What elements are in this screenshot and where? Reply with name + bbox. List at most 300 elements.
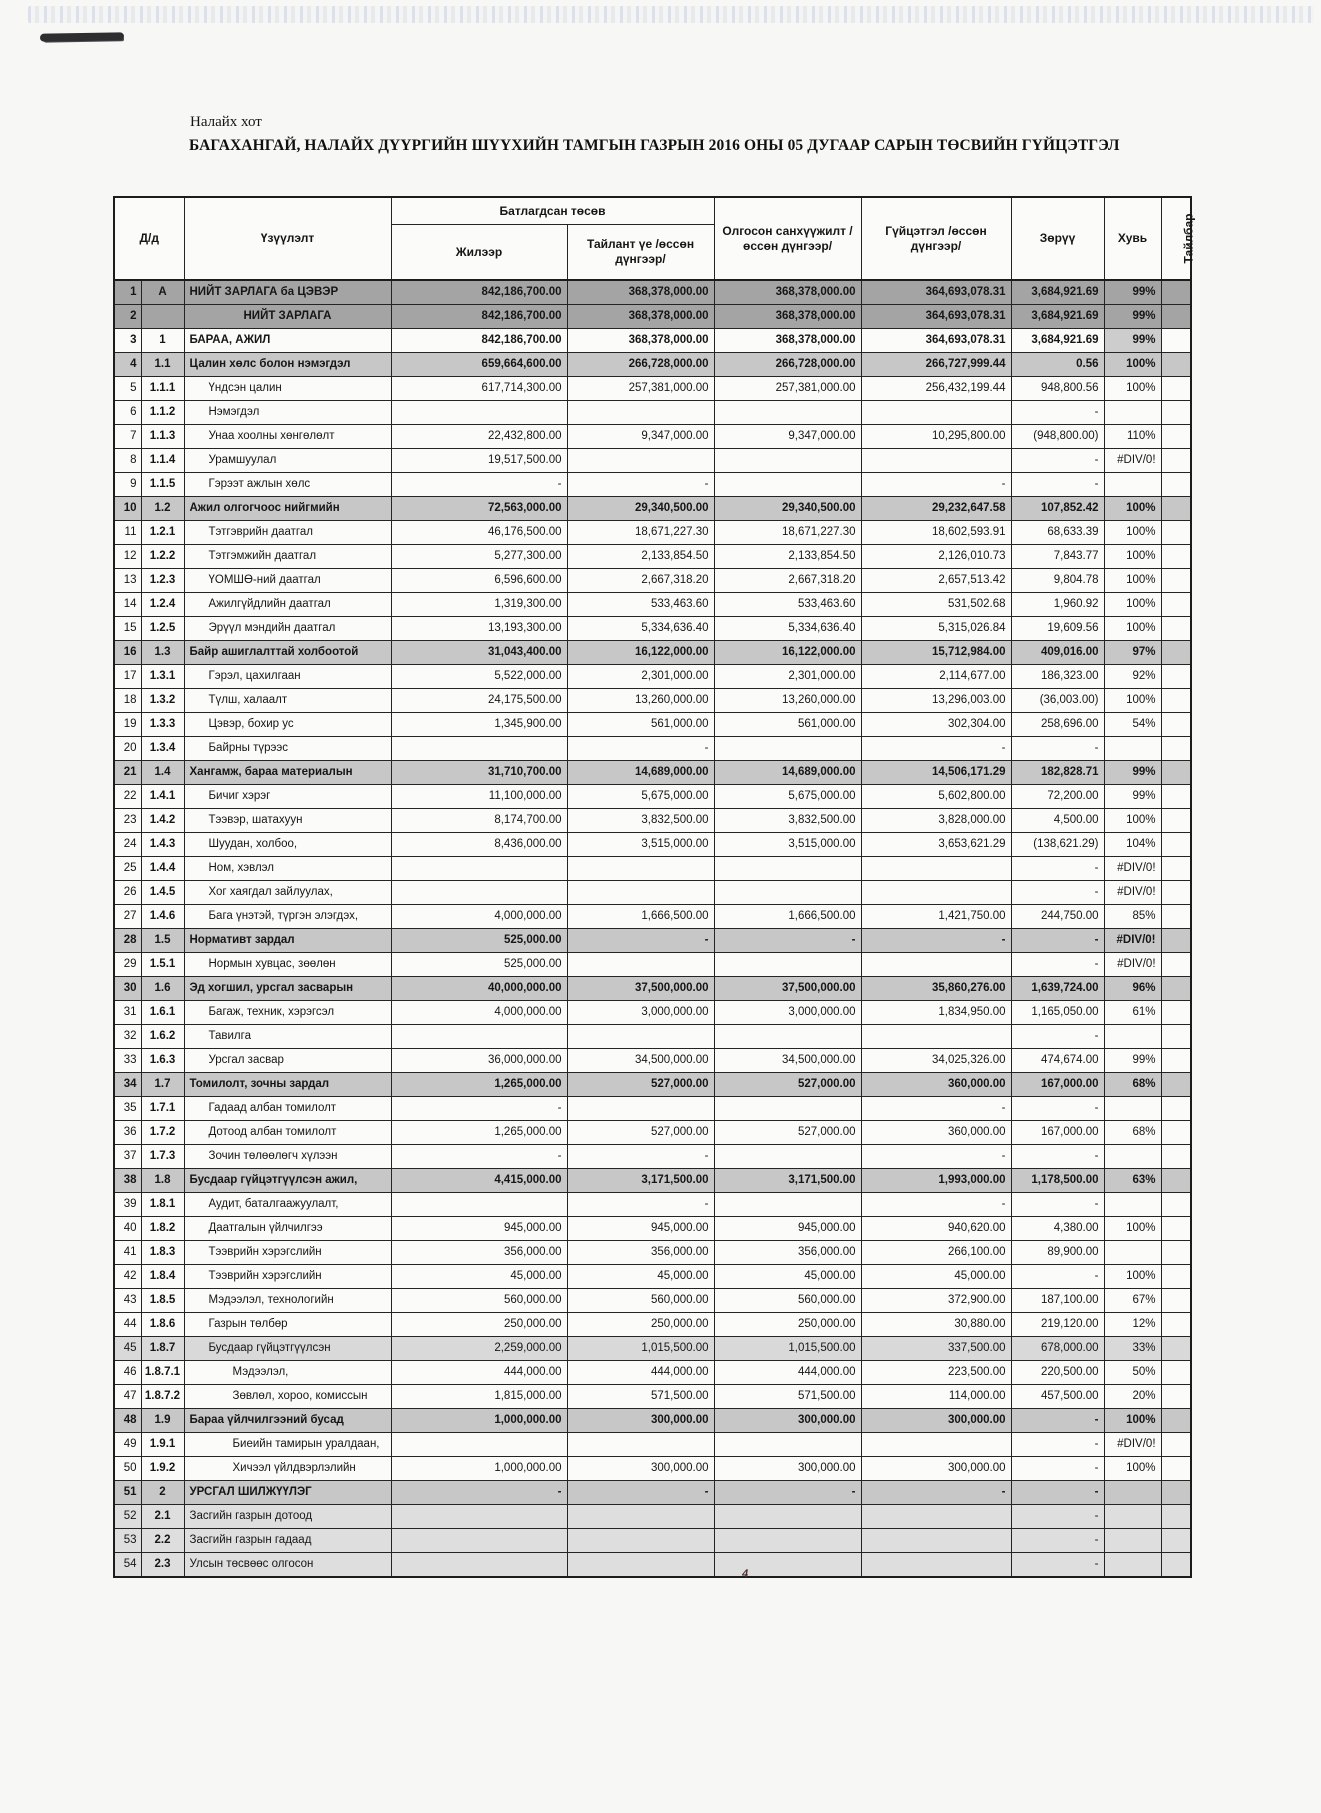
cell-row-number: 29 [114, 953, 141, 977]
cell-reporting-period [567, 1553, 714, 1578]
cell-code: 1.5 [141, 929, 184, 953]
cell-indicator: Гэрэл, цахилгаан [184, 665, 391, 689]
cell-percent: 100% [1104, 809, 1161, 833]
cell-code: 1 [141, 329, 184, 353]
cell-note [1161, 665, 1191, 689]
table-row [114, 425, 1191, 449]
cell-yearly: 5,277,300.00 [391, 545, 567, 569]
cell-indicator: Зочин төлөөлөгч хүлээн [184, 1145, 391, 1169]
cell-note [1161, 1289, 1191, 1313]
table-header [114, 197, 1195, 280]
cell-code: 1.9.2 [141, 1457, 184, 1481]
cell-execution: - [861, 473, 1011, 497]
cell-indicator: Биеийн тамирын уралдаан, [184, 1433, 391, 1457]
cell-percent [1104, 1505, 1161, 1529]
cell-code: 1.6.1 [141, 1001, 184, 1025]
table-row [114, 1001, 1191, 1025]
table-row [114, 737, 1191, 761]
cell-percent [1104, 1529, 1161, 1553]
cell-row-number: 20 [114, 737, 141, 761]
cell-financing: 14,689,000.00 [714, 761, 861, 785]
cell-yearly: 24,175,500.00 [391, 689, 567, 713]
cell-execution [861, 401, 1011, 425]
cell-row-number: 42 [114, 1265, 141, 1289]
cell-code: 1.5.1 [141, 953, 184, 977]
cell-code: 1.8 [141, 1169, 184, 1193]
cell-indicator: Тэтгэврийн даатгал [184, 521, 391, 545]
cell-yearly: 659,664,600.00 [391, 353, 567, 377]
cell-code: 1.4.2 [141, 809, 184, 833]
cell-note [1161, 497, 1191, 521]
cell-difference: - [1011, 401, 1104, 425]
cell-code: 2.2 [141, 1529, 184, 1553]
cell-yearly: - [391, 1145, 567, 1169]
cell-percent: 99% [1104, 785, 1161, 809]
cell-code: 1.8.6 [141, 1313, 184, 1337]
header-percent: Хувь [1104, 197, 1161, 280]
cell-financing: 18,671,227.30 [714, 521, 861, 545]
cell-execution: 3,653,621.29 [861, 833, 1011, 857]
cell-note [1161, 1337, 1191, 1361]
cell-code: 1.7.3 [141, 1145, 184, 1169]
cell-indicator: Бусдаар гүйцэтгүүлсэн [184, 1337, 391, 1361]
table-row [114, 953, 1191, 977]
scan-artifact-strip [28, 6, 1314, 23]
cell-note [1161, 1553, 1191, 1578]
cell-note [1161, 929, 1191, 953]
cell-difference: 3,684,921.69 [1011, 305, 1104, 329]
cell-execution [861, 881, 1011, 905]
cell-difference: 678,000.00 [1011, 1337, 1104, 1361]
table-row [114, 1409, 1191, 1433]
cell-row-number: 34 [114, 1073, 141, 1097]
cell-note [1161, 1049, 1191, 1073]
cell-yearly: 4,000,000.00 [391, 905, 567, 929]
cell-percent: 104% [1104, 833, 1161, 857]
cell-note [1161, 305, 1191, 329]
cell-note [1161, 809, 1191, 833]
cell-row-number: 19 [114, 713, 141, 737]
cell-difference: 19,609.56 [1011, 617, 1104, 641]
table-row [114, 1193, 1191, 1217]
cell-financing: 561,000.00 [714, 713, 861, 737]
table-row [114, 1241, 1191, 1265]
table-row [114, 881, 1191, 905]
cell-code: 1.2 [141, 497, 184, 521]
cell-financing [714, 1433, 861, 1457]
cell-note [1161, 1217, 1191, 1241]
cell-yearly [391, 1553, 567, 1578]
cell-indicator: Хангамж, бараа материалын [184, 761, 391, 785]
cell-difference: 244,750.00 [1011, 905, 1104, 929]
cell-percent: 100% [1104, 1457, 1161, 1481]
cell-percent: #DIV/0! [1104, 857, 1161, 881]
cell-note [1161, 593, 1191, 617]
cell-indicator: Засгийн газрын дотоод [184, 1505, 391, 1529]
cell-yearly: - [391, 1097, 567, 1121]
cell-execution: 35,860,276.00 [861, 977, 1011, 1001]
table-row [114, 1313, 1191, 1337]
header-reporting-period: Тайлант үе /өссөн дүнгээр/ [567, 225, 714, 281]
cell-code: 1.4.4 [141, 857, 184, 881]
table-row [114, 689, 1191, 713]
table-body [114, 280, 1191, 1577]
cell-note [1161, 473, 1191, 497]
cell-execution [861, 1505, 1011, 1529]
cell-code: 1.4 [141, 761, 184, 785]
cell-note [1161, 713, 1191, 737]
cell-code: 1.2.3 [141, 569, 184, 593]
cell-indicator: Бичиг хэрэг [184, 785, 391, 809]
cell-code: 1.7 [141, 1073, 184, 1097]
cell-indicator: Багаж, техник, хэрэгсэл [184, 1001, 391, 1025]
cell-execution [861, 449, 1011, 473]
cell-execution: 2,126,010.73 [861, 545, 1011, 569]
cell-row-number: 54 [114, 1553, 141, 1578]
cell-financing [714, 1097, 861, 1121]
cell-note [1161, 1145, 1191, 1169]
table-row [114, 1505, 1191, 1529]
cell-code: 1.2.5 [141, 617, 184, 641]
cell-financing: 356,000.00 [714, 1241, 861, 1265]
cell-indicator: Урамшуулал [184, 449, 391, 473]
cell-percent: 99% [1104, 1049, 1161, 1073]
cell-execution: 531,502.68 [861, 593, 1011, 617]
cell-financing [714, 1505, 861, 1529]
cell-row-number: 50 [114, 1457, 141, 1481]
cell-reporting-period [567, 953, 714, 977]
cell-execution: 266,727,999.44 [861, 353, 1011, 377]
cell-row-number: 24 [114, 833, 141, 857]
cell-financing [714, 473, 861, 497]
cell-row-number: 6 [114, 401, 141, 425]
cell-reporting-period: 5,334,636.40 [567, 617, 714, 641]
cell-financing [714, 449, 861, 473]
cell-financing: 2,133,854.50 [714, 545, 861, 569]
cell-percent [1104, 1481, 1161, 1505]
cell-note [1161, 521, 1191, 545]
cell-yearly: 1,000,000.00 [391, 1457, 567, 1481]
cell-execution: 114,000.00 [861, 1385, 1011, 1409]
cell-percent: 33% [1104, 1337, 1161, 1361]
cell-difference: - [1011, 1433, 1104, 1457]
cell-percent: 68% [1104, 1073, 1161, 1097]
cell-percent: #DIV/0! [1104, 929, 1161, 953]
cell-percent [1104, 1025, 1161, 1049]
cell-yearly: 1,319,300.00 [391, 593, 567, 617]
cell-percent: 63% [1104, 1169, 1161, 1193]
cell-reporting-period: 9,347,000.00 [567, 425, 714, 449]
cell-row-number: 16 [114, 641, 141, 665]
cell-indicator: Унаа хоолны хөнгөлөлт [184, 425, 391, 449]
cell-note [1161, 569, 1191, 593]
cell-difference: 220,500.00 [1011, 1361, 1104, 1385]
table-row [114, 280, 1191, 305]
cell-reporting-period: 14,689,000.00 [567, 761, 714, 785]
cell-reporting-period: 3,000,000.00 [567, 1001, 714, 1025]
cell-yearly: 5,522,000.00 [391, 665, 567, 689]
cell-yearly: 45,000.00 [391, 1265, 567, 1289]
cell-financing [714, 953, 861, 977]
cell-note [1161, 1169, 1191, 1193]
cell-reporting-period: 250,000.00 [567, 1313, 714, 1337]
table-row [114, 1265, 1191, 1289]
cell-execution: 223,500.00 [861, 1361, 1011, 1385]
cell-financing: 527,000.00 [714, 1073, 861, 1097]
cell-row-number: 52 [114, 1505, 141, 1529]
cell-percent: 99% [1104, 305, 1161, 329]
cell-financing [714, 1529, 861, 1553]
cell-financing: 3,515,000.00 [714, 833, 861, 857]
table-row [114, 305, 1191, 329]
cell-percent: 97% [1104, 641, 1161, 665]
cell-reporting-period [567, 1097, 714, 1121]
cell-difference: 258,696.00 [1011, 713, 1104, 737]
cell-row-number: 51 [114, 1481, 141, 1505]
cell-indicator: Улсын төсвөөс олгосон [184, 1553, 391, 1578]
cell-reporting-period [567, 1529, 714, 1553]
cell-code: 1.1.5 [141, 473, 184, 497]
cell-percent: 100% [1104, 569, 1161, 593]
table-row [114, 497, 1191, 521]
cell-code [141, 305, 184, 329]
page-number: 4 [740, 1568, 750, 1580]
cell-execution: 18,602,593.91 [861, 521, 1011, 545]
cell-note [1161, 617, 1191, 641]
cell-yearly: - [391, 473, 567, 497]
header-execution: Гүйцэтгэл /өссөн дүнгээр/ [861, 197, 1011, 280]
cell-code: 1.2.4 [141, 593, 184, 617]
cell-yearly: 72,563,000.00 [391, 497, 567, 521]
cell-difference: 68,633.39 [1011, 521, 1104, 545]
cell-note [1161, 1073, 1191, 1097]
cell-financing: 1,015,500.00 [714, 1337, 861, 1361]
cell-percent [1104, 1097, 1161, 1121]
cell-execution: 1,993,000.00 [861, 1169, 1011, 1193]
table-row [114, 977, 1191, 1001]
table-row [114, 905, 1191, 929]
cell-reporting-period: 368,378,000.00 [567, 329, 714, 353]
cell-yearly: - [391, 1481, 567, 1505]
cell-yearly [391, 1433, 567, 1457]
cell-percent [1104, 1145, 1161, 1169]
table-row [114, 1553, 1191, 1578]
cell-yearly: 4,415,000.00 [391, 1169, 567, 1193]
cell-reporting-period: 45,000.00 [567, 1265, 714, 1289]
cell-reporting-period: 527,000.00 [567, 1121, 714, 1145]
cell-execution [861, 857, 1011, 881]
cell-code: 1.1 [141, 353, 184, 377]
cell-code: 1.3.2 [141, 689, 184, 713]
cell-reporting-period: - [567, 1193, 714, 1217]
cell-difference: - [1011, 1529, 1104, 1553]
cell-indicator: Бараа үйлчилгээний бусад [184, 1409, 391, 1433]
cell-percent: #DIV/0! [1104, 953, 1161, 977]
cell-code: 1.2.1 [141, 521, 184, 545]
cell-row-number: 4 [114, 353, 141, 377]
table-row [114, 593, 1191, 617]
cell-note [1161, 329, 1191, 353]
cell-note [1161, 1505, 1191, 1529]
cell-yearly [391, 1025, 567, 1049]
cell-difference: - [1011, 1457, 1104, 1481]
cell-execution: 300,000.00 [861, 1457, 1011, 1481]
cell-row-number: 28 [114, 929, 141, 953]
cell-execution: 2,114,677.00 [861, 665, 1011, 689]
cell-financing: 266,728,000.00 [714, 353, 861, 377]
cell-execution: 364,693,078.31 [861, 329, 1011, 353]
cell-execution: 1,421,750.00 [861, 905, 1011, 929]
cell-indicator: Хог хаягдал зайлуулах, [184, 881, 391, 905]
cell-reporting-period: - [567, 1481, 714, 1505]
cell-note [1161, 1121, 1191, 1145]
cell-yearly: 560,000.00 [391, 1289, 567, 1313]
cell-percent: #DIV/0! [1104, 1433, 1161, 1457]
cell-indicator: Мэдээлэл, [184, 1361, 391, 1385]
cell-execution: 300,000.00 [861, 1409, 1011, 1433]
cell-note [1161, 425, 1191, 449]
cell-indicator: Засгийн газрын гадаад [184, 1529, 391, 1553]
cell-difference: 0.56 [1011, 353, 1104, 377]
cell-financing: 571,500.00 [714, 1385, 861, 1409]
cell-difference: - [1011, 737, 1104, 761]
cell-code: 1.8.3 [141, 1241, 184, 1265]
cell-code: 1.1.3 [141, 425, 184, 449]
cell-reporting-period: - [567, 929, 714, 953]
cell-note [1161, 1433, 1191, 1457]
cell-yearly: 525,000.00 [391, 929, 567, 953]
cell-financing: 368,378,000.00 [714, 280, 861, 305]
cell-execution: - [861, 737, 1011, 761]
table-row [114, 1025, 1191, 1049]
cell-execution: - [861, 929, 1011, 953]
cell-yearly: 525,000.00 [391, 953, 567, 977]
cell-note [1161, 1457, 1191, 1481]
header-approved-budget: Батлагдсан төсөв [391, 197, 714, 225]
cell-code: 1.8.7.1 [141, 1361, 184, 1385]
cell-financing: 2,301,000.00 [714, 665, 861, 689]
header-yearly: Жилээр [391, 225, 567, 281]
cell-percent: 68% [1104, 1121, 1161, 1145]
table-row [114, 473, 1191, 497]
cell-percent: 99% [1104, 761, 1161, 785]
header-dd: Д/д [114, 197, 184, 280]
header-note-label: Тайлбар [1181, 213, 1195, 264]
cell-yearly [391, 401, 567, 425]
cell-difference: 457,500.00 [1011, 1385, 1104, 1409]
cell-execution: 266,100.00 [861, 1241, 1011, 1265]
cell-percent: 54% [1104, 713, 1161, 737]
cell-yearly: 1,345,900.00 [391, 713, 567, 737]
cell-reporting-period: 3,171,500.00 [567, 1169, 714, 1193]
cell-indicator: Байр ашиглалттай холбоотой [184, 641, 391, 665]
cell-indicator: Тавилга [184, 1025, 391, 1049]
cell-difference: - [1011, 449, 1104, 473]
cell-indicator: Ажил олгогчоос нийгмийн [184, 497, 391, 521]
cell-code: 1.3 [141, 641, 184, 665]
cell-reporting-period: 3,515,000.00 [567, 833, 714, 857]
cell-yearly: 22,432,800.00 [391, 425, 567, 449]
cell-percent [1104, 1241, 1161, 1265]
table-row [114, 449, 1191, 473]
cell-note [1161, 1097, 1191, 1121]
cell-percent: 67% [1104, 1289, 1161, 1313]
cell-yearly: 31,710,700.00 [391, 761, 567, 785]
table-row [114, 857, 1191, 881]
cell-reporting-period: 266,728,000.00 [567, 353, 714, 377]
cell-note [1161, 833, 1191, 857]
cell-execution [861, 1025, 1011, 1049]
cell-difference: - [1011, 929, 1104, 953]
cell-reporting-period [567, 881, 714, 905]
cell-reporting-period: 945,000.00 [567, 1217, 714, 1241]
cell-yearly: 250,000.00 [391, 1313, 567, 1337]
cell-percent: 100% [1104, 1409, 1161, 1433]
cell-yearly: 2,259,000.00 [391, 1337, 567, 1361]
cell-yearly: 31,043,400.00 [391, 641, 567, 665]
cell-note [1161, 353, 1191, 377]
cell-code: 1.8.7 [141, 1337, 184, 1361]
cell-indicator: Байрны түрээс [184, 737, 391, 761]
cell-indicator: УРСГАЛ ШИЛЖҮҮЛЭГ [184, 1481, 391, 1505]
cell-financing [714, 857, 861, 881]
cell-reporting-period: - [567, 737, 714, 761]
cell-row-number: 46 [114, 1361, 141, 1385]
cell-percent: 110% [1104, 425, 1161, 449]
cell-code: 1.3.1 [141, 665, 184, 689]
cell-difference: 1,960.92 [1011, 593, 1104, 617]
table-row [114, 1121, 1191, 1145]
cell-row-number: 35 [114, 1097, 141, 1121]
cell-note [1161, 689, 1191, 713]
cell-financing [714, 881, 861, 905]
cell-indicator: Нормативт зардал [184, 929, 391, 953]
cell-row-number: 41 [114, 1241, 141, 1265]
cell-row-number: 30 [114, 977, 141, 1001]
cell-note [1161, 857, 1191, 881]
cell-difference: 474,674.00 [1011, 1049, 1104, 1073]
cell-row-number: 18 [114, 689, 141, 713]
cell-row-number: 10 [114, 497, 141, 521]
table-row [114, 1337, 1191, 1361]
table-row [114, 1097, 1191, 1121]
table-row [114, 809, 1191, 833]
cell-financing: 3,000,000.00 [714, 1001, 861, 1025]
cell-reporting-period: 257,381,000.00 [567, 377, 714, 401]
cell-indicator: Газрын төлбөр [184, 1313, 391, 1337]
cell-financing: 13,260,000.00 [714, 689, 861, 713]
cell-difference: - [1011, 473, 1104, 497]
cell-row-number: 25 [114, 857, 141, 881]
cell-indicator: Хичээл үйлдвэрлэлийн [184, 1457, 391, 1481]
cell-execution: 15,712,984.00 [861, 641, 1011, 665]
table-row [114, 1433, 1191, 1457]
cell-difference: (36,003.00) [1011, 689, 1104, 713]
header-difference: Зөрүү [1011, 197, 1104, 280]
cell-note [1161, 1265, 1191, 1289]
cell-indicator: Эрүүл мэндийн даатгал [184, 617, 391, 641]
cell-row-number: 48 [114, 1409, 141, 1433]
cell-indicator: Үндсэн цалин [184, 377, 391, 401]
cell-reporting-period: 16,122,000.00 [567, 641, 714, 665]
cell-financing: 29,340,500.00 [714, 497, 861, 521]
cell-code: 1.9.1 [141, 1433, 184, 1457]
cell-reporting-period: 533,463.60 [567, 593, 714, 617]
cell-row-number: 47 [114, 1385, 141, 1409]
cell-financing [714, 401, 861, 425]
cell-difference: - [1011, 1409, 1104, 1433]
table-row [114, 761, 1191, 785]
